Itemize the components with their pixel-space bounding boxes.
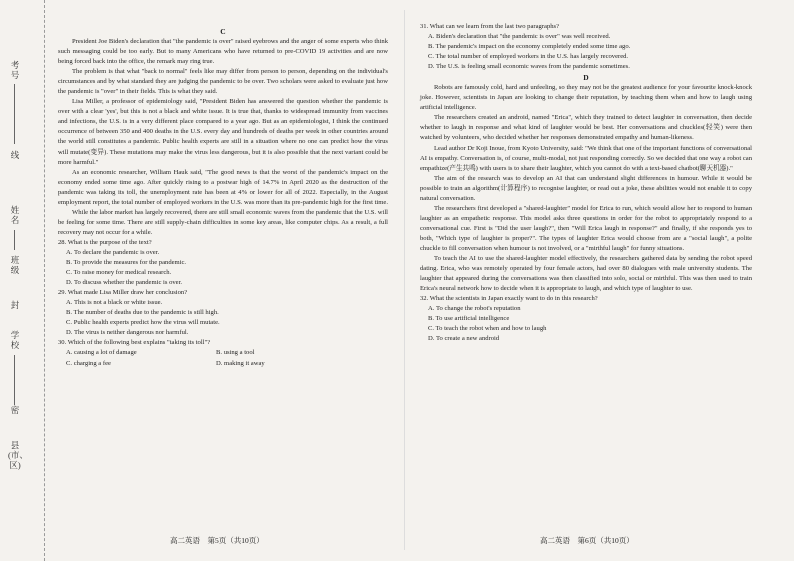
q31-option: B. The pandemic's impact on the economy completely ended some time ago. (428, 43, 631, 51)
binding-margin (0, 0, 45, 561)
q32-option: B. To use artificial intelligence (428, 315, 510, 323)
county-label: 县(市、区) (8, 440, 28, 470)
q28-option: B. To provide the measures for the pandemic. (66, 259, 187, 267)
q29-option: B. The number of deaths due to the pandemic is still high. (66, 309, 219, 317)
q30-option: D. making it away (216, 359, 265, 367)
passage-d-paragraph: The researchers created an android, named "Erica", which they trained to detect laughter in conversation, then decide whether to laugh in response and what kind of laughter would be best. Her conversations and chuckles(轻笑) were then watched by volunteers, who decided whether her responses demonstrated empathy and human-likeness. (420, 114, 752, 142)
q30-option: A. causing a lot of damage (66, 349, 137, 357)
question-28: 28. What is the purpose of the text? (58, 238, 152, 246)
exam-number-label: 考号 (10, 60, 20, 80)
right-column (420, 22, 752, 344)
passage-c-paragraph: While the labor market has largely recovered, there are still small economic waves from the pandemic that the U.S. will be feeling for some time. There are still supply-chain difficulties in some key areas, like computer chips. As a result, a full recovery may not occur for a while. (58, 208, 388, 236)
binding-mid-char: 密 (10, 405, 20, 415)
passage-d-paragraph: Lead author Dr Koji Inoue, from Kyoto University, said: "We think that one of the important functions of conversational AI is empathy. Conversation is, of course, multi-modal, not just responding correctly. So we decided that one way a robot can empathize(产生共鸣) with users is to share their laughter, which you cannot do with a text-based chatbot(聊天机器)." (420, 144, 752, 172)
q31-option: A. Biden's declaration that "the pandemic is over" was well received. (428, 33, 611, 41)
exam-number-line (14, 84, 15, 144)
passage-c-paragraph: President Joe Biden's declaration that "the pandemic is over" raised eyebrows and the anger of some experts who think such messaging could be too early. But to many Americans who have returned to pre-COVID 19 activities and are now being forced back into the office, the remark may ring true. (58, 38, 388, 66)
passage-d-paragraph: To teach the AI to use the shared-laughter model effectively, the researchers gathered data by sending the robot speed dating. Erica, who was remotely operated by four female actors, had over 80 dialogues with male university students. The laughter that appeared during the conversations was then classified into solo, social or mirthful. This was then used to train Erica's neural network how to decide when it is appropriate to laugh, and which type of laughter to use. (420, 255, 752, 293)
passage-d-paragraph: The aim of the research was to develop an AI that can understand slight differences in humour. While it would be possible to train an algorithm(计算程序) to recognise laughter, or read out a joke, these abilities would not enable it to copy natural conversation. (420, 174, 752, 202)
question-32: 32. What the scientists in Japan exactly want to do in this research? (420, 295, 598, 303)
binding-seal-char: 封 (10, 300, 20, 310)
page-footer-right: 高二英语 第6页（共10页） (540, 536, 634, 545)
q28-option: D. To discuss whether the pandemic is over. (66, 279, 183, 287)
class-label: 班级 (10, 255, 20, 275)
page-footer-left: 高二英语 第5页（共10页） (170, 536, 264, 545)
binding-line-char: 线 (10, 150, 20, 160)
q30-options-row (58, 359, 388, 369)
passage-d-paragraph: The researchers first developed a "shared-laughter" model for Erica to run, which would allow her to respond to human laughter as an empathetic response. This model asks three questions in order for the robot to appropriately respond to a conversational cue. First is "Did the user laugh?", then "Will Erica laugh in response?" and finally, if she responds yes to both, "Which type of laughter is proper?". The types of laughter Erica would choose from are a "social laugh", a polite chuckle to fill conversation when humour is not involved, or a "mirthful laugh" for funny situations. (420, 204, 752, 252)
q30-options-row (58, 348, 388, 358)
question-30: 30. Which of the following best explains "taking its toll"? (58, 339, 211, 347)
q28-option: A. To declare the pandemic is over. (66, 248, 160, 256)
passage-c-paragraph: As an economic researcher, William Hauk said, "The good news is that the worst of the pandemic's impact on the economy ended some time ago. After quickly rising to a postwar high of 14.7% in April 2020 as the destruction of the pandemic was taking its toll, the unemployment rate has been at 4% or lower for all of 2022. Especially, in the August employment report, the total number of employed workers in the U.S. was more than its pre-pandemic high for the first time. (58, 168, 388, 206)
name-line (14, 230, 15, 250)
question-31: 31. What can we learn from the last two paragraphs? (420, 23, 560, 30)
question-29: 29. What made Lisa Miller draw her conclusion? (58, 289, 188, 297)
passage-d-paragraph: Robots are famously cold, hard and unfeeling, so they may not be the greatest audience for your favourite knock-knock joke. However, scientists in Japan are looking to change their reputation, by teaching them when and how to laugh using artificial intelligence. (420, 84, 752, 112)
q30-option: C. charging a fee (66, 359, 111, 367)
passage-c-paragraph: Lisa Miller, a professor of epidemiology said, "President Biden has answered the question whether the pandemic is over with a clear 'yes', but this is not a black and white issue. It is true that, thanks to widespread immunity from vaccines and infections, the U.S. is in a very different place compared to a year ago. But as an epidemiologist, I think the continued occurrence of between 350 and 400 deaths in the U.S. every day and hundreds of deaths per week in other countries around the world still constitutes a pandemic. Public health experts are still in a situation where no one can predict how the virus will mutate(变异). These mutations may make the virus less dangerous, but it is also possible that the next variant could be more harmful." (58, 98, 388, 166)
school-label: 学校 (10, 330, 20, 350)
name-label: 姓名 (10, 205, 20, 225)
school-line (14, 355, 15, 405)
q29-option: D. The virus is neither dangerous nor harmful. (66, 329, 189, 337)
q32-option: A. To change the robot's reputation (428, 305, 521, 313)
section-c-title: C (220, 27, 226, 36)
section-d-title: D (583, 73, 589, 83)
q29-option: C. Public health experts predict how the virus will mutate. (66, 319, 220, 327)
q31-option: C. The total number of employed workers in the U.S. has largely recovered. (428, 53, 629, 61)
q30-option: B. using a tool (216, 349, 255, 357)
passage-c-paragraph: The problem is that what "back to normal" feels like may differ from person to person, depending on the individual's circumstances and by what standard they are judging the pandemic to be over. Two scholars were asked to evaluate just how the pandemic is "over" in their fields. This is what they said. (58, 68, 388, 96)
q29-option: A. This is not a black or white issue. (66, 299, 163, 307)
q32-option: C. To teach the robot when and how to laugh (428, 325, 547, 333)
left-column (58, 26, 388, 369)
q32-option: D. To create a new android (428, 335, 500, 343)
q28-option: C. To raise money for medical research. (66, 269, 172, 277)
q31-option: D. The U.S. is feeling small economic waves from the pandemic sometimes. (428, 63, 630, 71)
page-divider (404, 10, 405, 550)
